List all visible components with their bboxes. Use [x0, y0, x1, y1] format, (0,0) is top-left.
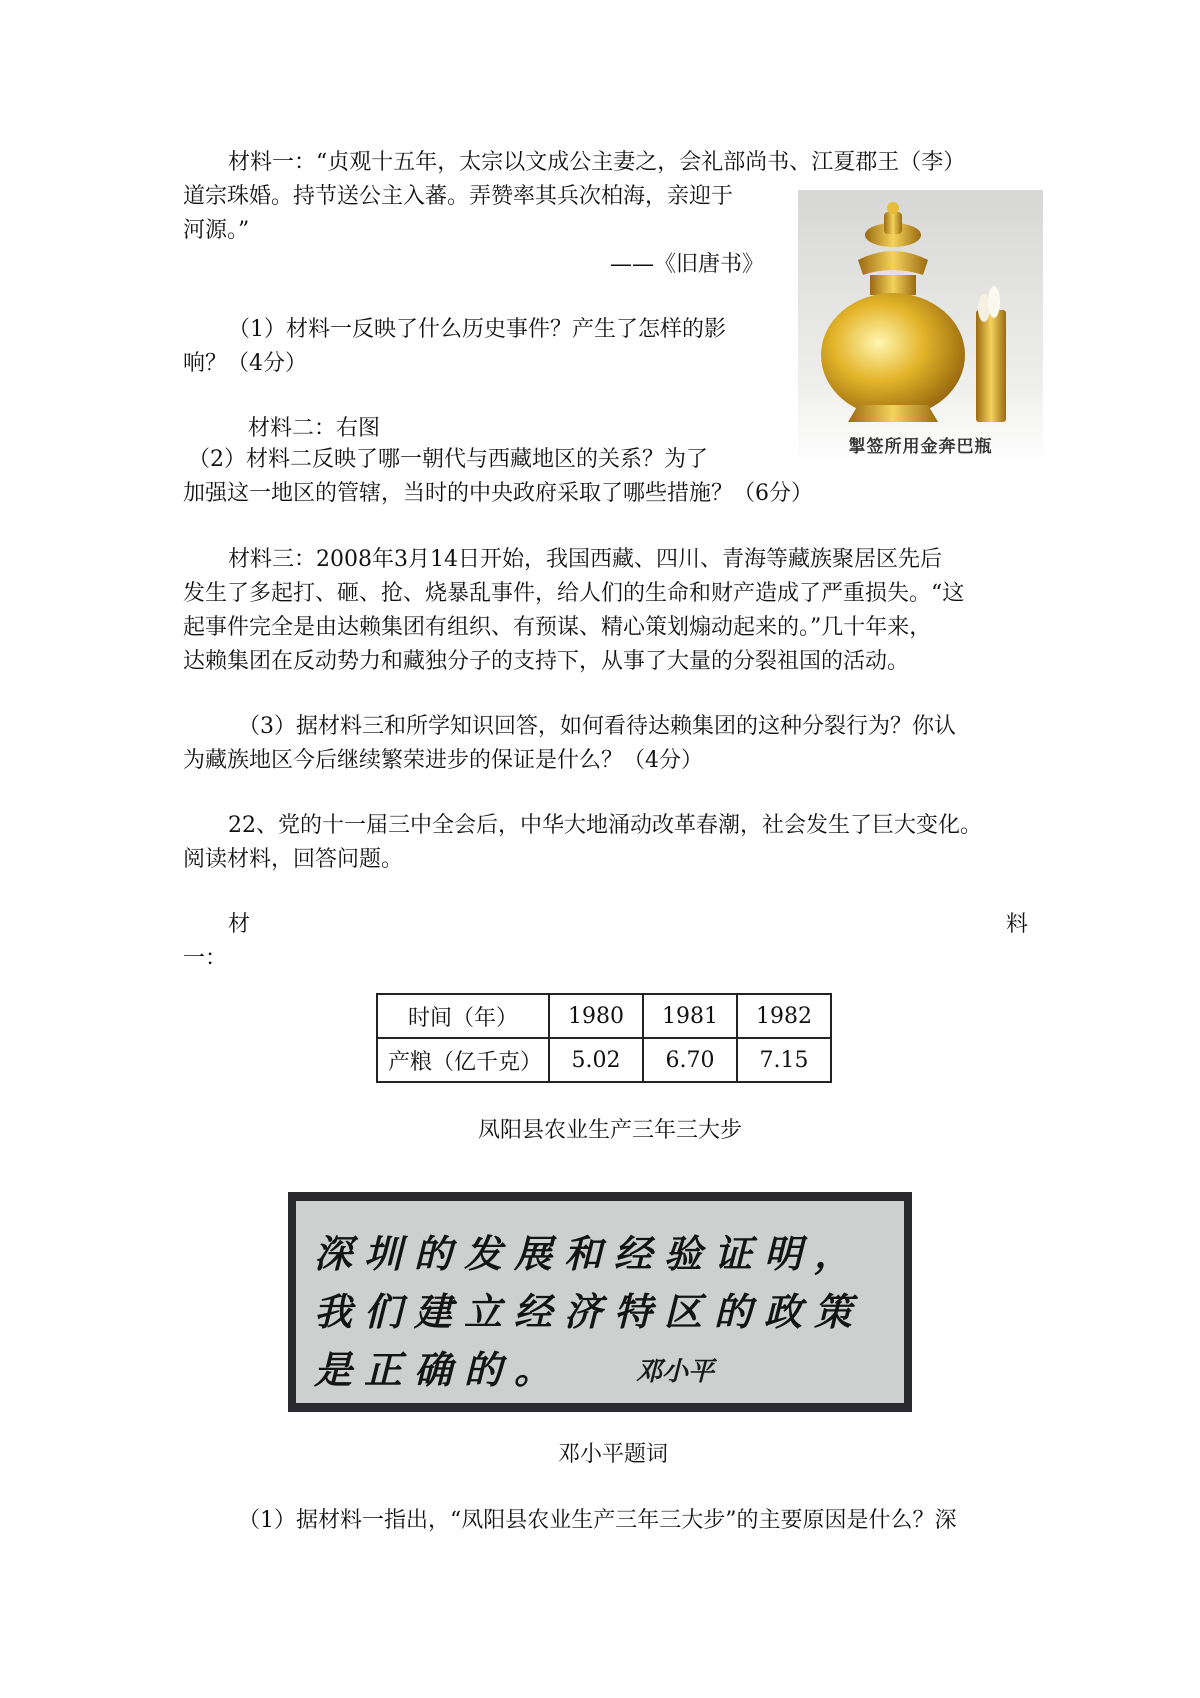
material1-line-3: 河源。”	[183, 218, 250, 243]
calligraphy-line-2: 我们建立经济特区的政策	[314, 1289, 865, 1334]
material2-label: 材料二：右图	[248, 416, 381, 441]
calligraphy-image	[288, 1192, 912, 1412]
question2-line-2: 加强这一地区的管辖，当时的中央政府采取了哪些措施？（6分）	[183, 481, 813, 506]
table-row	[377, 1038, 831, 1082]
golden-vase-icon	[798, 190, 1043, 440]
calligraphy-caption: 邓小平题词	[558, 1442, 669, 1467]
material3-line-3: 起事件完全是由达赖集团有组织、有预谋、精心策划煽动起来的。”几十年来，	[183, 615, 932, 640]
q22-intro-line-1: 22、党的十一届三中全会后，中华大地涌动改革春潮，社会发生了巨大变化。	[228, 813, 982, 838]
material3-line-2: 发生了多起打、砸、抢、烧暴乱事件，给人们的生命和财产造成了严重损失。“这	[183, 581, 965, 606]
material3-line-4: 达赖集团在反动势力和藏独分子的支持下，从事了大量的分裂祖国的活动。	[183, 649, 910, 674]
question2-line-1: （2）材料二反映了哪一朝代与西藏地区的关系？为了	[188, 447, 708, 472]
table-header-label: 时间（年）	[377, 994, 549, 1038]
material1-line-1: 材料一：“贞观十五年，太宗以文成公主妻之，会礼部尚书、江夏郡王（李）	[228, 150, 966, 175]
question3-line-2: 为藏族地区今后继续繁荣进步的保证是什么？（4分）	[183, 748, 703, 773]
question1-line-1: （1）材料一反映了什么历史事件？产生了怎样的影	[228, 317, 726, 342]
question1-line-2: 响？（4分）	[183, 351, 307, 376]
material1-source: ——《旧唐书》	[610, 252, 765, 277]
table-row-label: 产粮（亿千克）	[377, 1038, 549, 1082]
table-caption: 凤阳县农业生产三年三大步	[478, 1118, 743, 1143]
material3-line-1: 材料三：2008年3月14日开始，我国西藏、四川、青海等藏族聚居区先后	[228, 547, 942, 572]
vase-caption: 掣签所用金奔巴瓶	[848, 437, 993, 457]
calligraphy-signature: 邓小平	[636, 1357, 715, 1387]
q22-question1-line: （1）据材料一指出，“凤阳县农业生产三年三大步”的主要原因是什么？深	[238, 1508, 957, 1533]
q22-material1-heading	[228, 910, 1028, 940]
table-value: 6.70	[643, 1038, 737, 1082]
q22-material1-cont: 一：	[183, 946, 228, 971]
table-value: 5.02	[549, 1038, 643, 1082]
table-year: 1982	[737, 994, 831, 1038]
table-year: 1981	[643, 994, 737, 1038]
calligraphy-line-3: 是正确的。	[314, 1347, 565, 1392]
material1-line-2: 道宗珠婚。持节送公主入蕃。弄赞率其兵次柏海，亲迎于	[183, 184, 734, 209]
q22-material1-right: 料	[1005, 912, 1028, 937]
calligraphy-line-1: 深圳的发展和经验证明，	[314, 1231, 865, 1276]
calligraphy-paper	[296, 1201, 904, 1403]
table-row	[377, 994, 831, 1038]
q22-intro-line-2: 阅读材料，回答问题。	[183, 847, 404, 872]
question3-line-1: （3）据材料三和所学知识回答，如何看待达赖集团的这种分裂行为？你认	[238, 714, 956, 739]
golden-vase-photo	[798, 190, 1043, 465]
q22-material1-left: 材	[228, 912, 251, 937]
table-year: 1980	[549, 994, 643, 1038]
grain-table	[376, 993, 832, 1083]
table-value: 7.15	[737, 1038, 831, 1082]
